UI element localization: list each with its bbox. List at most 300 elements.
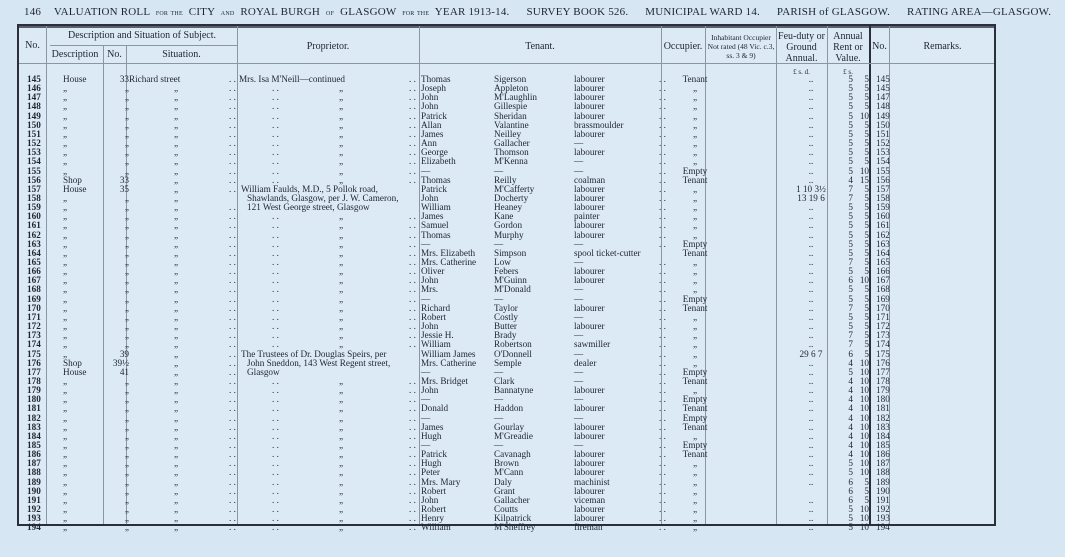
rent-pounds: 5 [848, 366, 853, 377]
leader-dots: . . [272, 92, 279, 103]
leader-dots: . . [659, 394, 666, 405]
occupier-cell: „ [692, 220, 698, 231]
rent-shillings: 5 [864, 128, 869, 139]
feu-duty-cell: .. [808, 321, 814, 332]
situation-cell: „ [174, 430, 179, 441]
feu-duty-cell: .. [808, 302, 814, 313]
leader-dots: . . [659, 183, 666, 194]
header-proprietor: Proprietor. [306, 41, 350, 52]
occupier-cell: „ [692, 229, 698, 240]
tenant-last-name: Appleton [494, 83, 529, 94]
occupier-cell: „ [692, 339, 698, 350]
leader-dots: . . [229, 284, 236, 295]
occupier-cell: Tenant [682, 74, 708, 84]
proprietor-ditto: „ [339, 101, 344, 112]
occupier-cell: „ [692, 348, 698, 359]
rent-shillings: 5 [864, 183, 869, 194]
occupier-cell: Empty [682, 238, 708, 249]
tenant-last-name: M'Guinn [494, 275, 527, 286]
tenant-occupation: labourer [574, 513, 605, 524]
rent-pounds: 5 [848, 220, 853, 231]
situation-cell: „ [174, 311, 179, 322]
header-annual-rent: Annual Rent or Value. [833, 31, 863, 64]
row-number: 173 [27, 330, 41, 341]
tenant-first-name: John [421, 321, 439, 332]
situation-cell: „ [174, 375, 179, 386]
occupier-cell: Empty [682, 366, 708, 377]
leader-dots: . . [272, 119, 279, 130]
rent-shillings: 10 [859, 375, 869, 386]
situation-cell: „ [174, 330, 179, 341]
leader-dots: . . [659, 83, 666, 94]
feu-duty-cell: .. [808, 211, 814, 222]
rent-shillings: 10 [859, 430, 869, 441]
leader-dots: . . [409, 513, 416, 524]
feu-duty-cell: .. [808, 101, 814, 112]
leader-dots: . . [659, 238, 666, 249]
proprietor-ditto: „ [339, 92, 344, 103]
rent-pounds: 4 [848, 174, 853, 185]
leader-dots: . . [659, 476, 666, 487]
situation-cell: „ [174, 485, 179, 496]
rent-pounds: 5 [848, 513, 853, 524]
tenant-last-name: — [494, 394, 504, 405]
proprietor-ditto: „ [339, 174, 344, 185]
feu-duty-cell: .. [808, 385, 814, 396]
leader-dots: . . [229, 458, 236, 469]
proprietor-ditto: „ [339, 467, 344, 478]
tenant-last-name: Clark [494, 375, 515, 386]
leader-dots: . . [409, 293, 416, 304]
house-number-cell: „ [124, 83, 129, 94]
tenant-first-name: Peter [421, 467, 440, 478]
leader-dots: . . [659, 128, 666, 139]
feu-duty-cell: .. [808, 476, 814, 487]
tenant-last-name: — [494, 293, 504, 304]
feu-duty-cell: .. [808, 147, 814, 158]
leader-dots: . . [229, 247, 236, 258]
leader-dots: . . [409, 156, 416, 167]
tenant-occupation: dealer [574, 357, 597, 368]
row-number-right: 152 [876, 138, 890, 149]
description-cell: „ [63, 257, 68, 267]
description-cell: „ [63, 165, 68, 176]
rent-shillings: 10 [859, 513, 869, 524]
leader-dots: . . [229, 110, 236, 121]
feu-duty-cell: .. [808, 275, 814, 286]
tenant-occupation: labourer [574, 430, 605, 441]
leader-dots: . . [229, 467, 236, 478]
description-cell: „ [63, 192, 68, 203]
row-number-right: 154 [876, 156, 890, 167]
leader-dots: . . [409, 421, 416, 432]
proprietor-ditto: „ [339, 321, 344, 332]
leader-dots: . . [659, 284, 666, 295]
leader-dots: . . [272, 311, 279, 322]
row-number: 164 [27, 247, 41, 258]
rent-pounds: 5 [848, 147, 853, 158]
description-cell: „ [63, 156, 68, 167]
rent-pounds: 6 [848, 476, 853, 487]
house-number-cell: „ [124, 147, 129, 158]
proprietor-ditto: „ [339, 238, 344, 249]
leader-dots: . . [659, 339, 666, 350]
description-cell: „ [63, 147, 68, 158]
rent-pounds: 4 [848, 430, 853, 441]
leader-dots: . . [409, 211, 416, 222]
tenant-first-name: — [421, 366, 431, 377]
occupier-cell: „ [692, 147, 698, 158]
leader-dots: . . [229, 339, 236, 350]
row-number: 148 [27, 101, 41, 112]
tenant-first-name: Jessie H. [421, 330, 454, 341]
tenant-last-name: Butter [494, 321, 517, 332]
proprietor-ditto: „ [339, 110, 344, 121]
rent-pounds: 5 [848, 293, 853, 304]
title-part: and [220, 7, 235, 17]
tenant-last-name: — [494, 165, 504, 176]
description-cell: House [63, 74, 87, 84]
description-cell: „ [63, 284, 68, 295]
row-number-right: 177 [876, 366, 890, 377]
rent-shillings: 10 [859, 110, 869, 121]
feu-duty-cell: .. [808, 522, 814, 533]
rent-pounds: 5 [848, 458, 853, 469]
description-cell: „ [63, 83, 68, 94]
row-number: 190 [27, 485, 41, 496]
occupier-cell: „ [692, 128, 698, 139]
feu-duty-cell: .. [808, 293, 814, 304]
row-number-right: 153 [876, 147, 890, 158]
situation-cell: „ [174, 302, 179, 313]
occupier-cell: „ [692, 257, 698, 267]
tenant-last-name: — [494, 440, 504, 450]
tenant-last-name: Neilley [494, 128, 522, 139]
description-cell: „ [63, 330, 68, 341]
leader-dots: . . [659, 202, 666, 213]
row-number: 146 [27, 83, 41, 94]
tenant-last-name: Low [494, 257, 511, 267]
tenant-last-name: Febers [494, 266, 519, 277]
row-number-right: 179 [876, 385, 890, 396]
house-number-cell: „ [124, 238, 129, 249]
leader-dots: . . [659, 138, 666, 149]
leader-dots: . . [272, 421, 279, 432]
tenant-last-name: Robertson [494, 339, 532, 350]
leader-dots: . . [272, 485, 279, 496]
rent-pounds: 7 [848, 339, 853, 350]
tenant-first-name: Mrs. Catherine [421, 257, 477, 267]
leader-dots: . . [229, 513, 236, 524]
tenant-occupation: — [574, 330, 584, 341]
leader-dots: . . [659, 266, 666, 277]
tenant-occupation: labourer [574, 101, 605, 112]
house-number-cell: „ [124, 504, 129, 515]
rent-shillings: 5 [864, 257, 869, 267]
tenant-last-name: M'Cafferty [494, 183, 535, 194]
house-number-cell: „ [124, 284, 129, 295]
rent-shillings: 5 [864, 156, 869, 167]
situation-cell: „ [174, 421, 179, 432]
situation-cell: „ [174, 385, 179, 396]
rent-pounds: 5 [848, 110, 853, 121]
tenant-occupation: — [574, 366, 584, 377]
leader-dots: . . [272, 458, 279, 469]
occupier-cell: „ [692, 485, 698, 496]
leader-dots: . . [229, 266, 236, 277]
description-cell: Shop [63, 357, 82, 368]
leader-dots: . . [229, 83, 236, 94]
row-number-right: 171 [876, 311, 890, 322]
tenant-last-name: Bannatyne [494, 385, 534, 396]
tenant-first-name: John [421, 385, 439, 396]
occupier-cell: „ [692, 467, 698, 478]
tenant-last-name: Valantine [494, 119, 529, 130]
rent-shillings: 5 [864, 476, 869, 487]
description-cell: „ [63, 348, 68, 359]
description-cell: „ [63, 238, 68, 249]
tenant-occupation: — [574, 293, 584, 304]
situation-cell: „ [174, 202, 179, 213]
tenant-occupation: labourer [574, 421, 605, 432]
tenant-first-name: John [421, 92, 439, 103]
description-cell: „ [63, 467, 68, 478]
tenant-first-name: — [421, 394, 431, 405]
row-number: 175 [27, 348, 41, 359]
proprietor-ditto: „ [339, 385, 344, 396]
leader-dots: . . [229, 138, 236, 149]
tenant-first-name: Mrs. Elizabeth [421, 247, 476, 258]
situation-cell: „ [174, 321, 179, 332]
rent-pounds: 5 [848, 128, 853, 139]
row-number-right: 160 [876, 211, 890, 222]
rent-pounds: 4 [848, 385, 853, 396]
house-number-cell: „ [124, 165, 129, 176]
tenant-occupation: labourer [574, 458, 605, 469]
proprietor-ditto: „ [339, 330, 344, 341]
row-number: 165 [27, 257, 41, 267]
situation-cell: „ [174, 183, 179, 194]
leader-dots: . . [409, 165, 416, 176]
feu-duty-cell: .. [808, 92, 814, 103]
feu-duty-cell: .. [808, 357, 814, 368]
leader-dots: . . [272, 494, 279, 505]
occupier-cell: „ [692, 183, 698, 194]
leader-dots: . . [659, 494, 666, 505]
description-cell: „ [63, 275, 68, 286]
occupier-cell: „ [692, 202, 698, 213]
situation-cell: „ [174, 119, 179, 130]
rent-shillings: 10 [859, 165, 869, 176]
occupier-cell: „ [692, 156, 698, 167]
leader-dots: . . [659, 257, 666, 267]
rating-area: RATING AREA—GLASGOW. [907, 6, 1052, 18]
leader-dots: . . [659, 513, 666, 524]
leader-dots: . . [659, 110, 666, 121]
tenant-first-name: Mrs. Mary [421, 476, 461, 487]
rent-pounds: 5 [848, 138, 853, 149]
header-no: No. [25, 40, 40, 51]
occupier-cell: „ [692, 92, 698, 103]
proprietor-ditto: „ [339, 284, 344, 295]
occupier-cell: „ [692, 110, 698, 121]
leader-dots: . . [409, 92, 416, 103]
occupier-cell: „ [692, 321, 698, 332]
tenant-occupation: labourer [574, 504, 605, 515]
tenant-last-name: Taylor [494, 302, 518, 313]
row-number: 160 [27, 211, 41, 222]
feu-duty-cell: .. [808, 412, 814, 423]
leader-dots: . . [272, 275, 279, 286]
feu-duty-cell: .. [808, 284, 814, 295]
occupier-cell: „ [692, 476, 698, 487]
occupier-cell: „ [692, 266, 698, 277]
rent-shillings: 10 [859, 421, 869, 432]
situation-cell: „ [174, 101, 179, 112]
row-number: 166 [27, 266, 41, 277]
rent-pounds: 5 [848, 284, 853, 295]
row-number: 158 [27, 192, 41, 203]
leader-dots: . . [272, 330, 279, 341]
leader-dots: . . [659, 92, 666, 103]
rent-shillings: 5 [864, 238, 869, 249]
leader-dots: . . [409, 412, 416, 423]
header-feu-duty: Feu-duty or Ground Annual. [778, 31, 825, 64]
leader-dots: . . [272, 293, 279, 304]
leader-dots: . . [229, 101, 236, 112]
occupier-cell: „ [692, 284, 698, 295]
rent-pounds: 6 [848, 494, 853, 505]
row-number: 194 [27, 522, 41, 533]
situation-cell: „ [174, 257, 179, 267]
leader-dots: . . [229, 311, 236, 322]
row-number: 167 [27, 275, 41, 286]
proprietor-ditto: „ [339, 165, 344, 176]
tenant-last-name: M'Laughlin [494, 92, 537, 103]
leader-dots: . . [409, 375, 416, 386]
leader-dots: . . [659, 293, 666, 304]
leader-dots: . . [659, 220, 666, 231]
leader-dots: . . [409, 430, 416, 441]
proprietor-ditto: „ [339, 302, 344, 313]
row-number: 191 [27, 494, 41, 505]
situation-cell: „ [174, 238, 179, 249]
proprietor-ditto: „ [339, 275, 344, 286]
leader-dots: . . [229, 174, 236, 185]
leader-dots: . . [659, 165, 666, 176]
leader-dots: . . [659, 147, 666, 158]
row-number: 150 [27, 119, 41, 130]
rent-shillings: 10 [859, 275, 869, 286]
leader-dots: . . [409, 229, 416, 240]
header-tenant: Tenant. [525, 41, 555, 52]
header-situation: Situation. [162, 49, 201, 60]
row-number-right: 167 [876, 275, 890, 286]
house-number-cell: „ [124, 92, 129, 103]
tenant-occupation: labourer [574, 202, 605, 213]
rent-shillings: 5 [864, 92, 869, 103]
house-number-cell: „ [124, 275, 129, 286]
header-description: Description [51, 49, 99, 60]
leader-dots: . . [409, 284, 416, 295]
feu-duty-cell: .. [808, 165, 814, 176]
description-cell: Shop [63, 174, 82, 185]
proprietor-ditto: „ [339, 266, 344, 277]
rent-shillings: 10 [859, 522, 869, 533]
rent-pounds: 5 [848, 165, 853, 176]
house-number-cell: „ [124, 220, 129, 231]
situation-cell: „ [174, 275, 179, 286]
description-cell: „ [63, 110, 68, 121]
rent-shillings: 5 [864, 339, 869, 350]
situation-cell: „ [174, 174, 179, 185]
leader-dots: . . [409, 83, 416, 94]
row-number-right: 148 [876, 101, 890, 112]
row-number: 170 [27, 302, 41, 313]
occupier-cell: Tenant [682, 375, 708, 386]
leader-dots: . . [272, 513, 279, 524]
leader-dots: . . [272, 476, 279, 487]
row-number: 189 [27, 476, 41, 487]
occupier-cell: Empty [682, 165, 708, 176]
row-number-right: 185 [876, 440, 890, 450]
feu-duty-cell: .. [808, 430, 814, 441]
tenant-first-name: Robert [421, 504, 447, 515]
rent-shillings: 5 [864, 211, 869, 222]
tenant-first-name: John [421, 192, 439, 203]
row-number-right: 183 [876, 421, 890, 432]
leader-dots: . . [229, 229, 236, 240]
rent-pounds: 5 [848, 211, 853, 222]
rent-shillings: 5 [864, 119, 869, 130]
rent-pounds: 6 [848, 485, 853, 496]
tenant-occupation: spool ticket-cutter [574, 247, 641, 258]
leader-dots: . . [409, 321, 416, 332]
rent-shillings: 5 [864, 101, 869, 112]
feu-duty-cell: .. [808, 467, 814, 478]
leader-dots: . . [409, 311, 416, 322]
leader-dots: . . [659, 311, 666, 322]
tenant-last-name: Gillespie [494, 101, 528, 112]
tenant-occupation: labourer [574, 128, 605, 139]
description-cell: „ [63, 375, 68, 386]
row-number-right: 181 [876, 403, 890, 414]
situation-cell: „ [174, 513, 179, 524]
proprietor-ditto: „ [339, 430, 344, 441]
occupier-cell: „ [692, 385, 698, 396]
tenant-last-name: — [494, 238, 504, 249]
house-number-cell: „ [124, 128, 129, 139]
tenant-last-name: Brady [494, 330, 517, 341]
leader-dots: . . [229, 366, 236, 377]
row-number: 180 [27, 394, 41, 405]
tenant-first-name: Richard [421, 302, 451, 313]
feu-duty-cell: .. [808, 266, 814, 277]
description-cell: „ [63, 321, 68, 332]
house-number-cell: „ [124, 403, 129, 414]
leader-dots: . . [229, 522, 236, 533]
occupier-cell: „ [692, 211, 698, 222]
row-number: 152 [27, 138, 41, 149]
row-number-right: 162 [876, 229, 890, 240]
row-number: 168 [27, 284, 41, 295]
situation-cell: „ [174, 284, 179, 295]
tenant-last-name: — [494, 412, 504, 423]
proprietor-ditto: „ [339, 229, 344, 240]
survey-book: SURVEY BOOK 526. [526, 6, 629, 18]
rent-pounds: 7 [848, 257, 853, 267]
row-number-right: 191 [876, 494, 890, 505]
